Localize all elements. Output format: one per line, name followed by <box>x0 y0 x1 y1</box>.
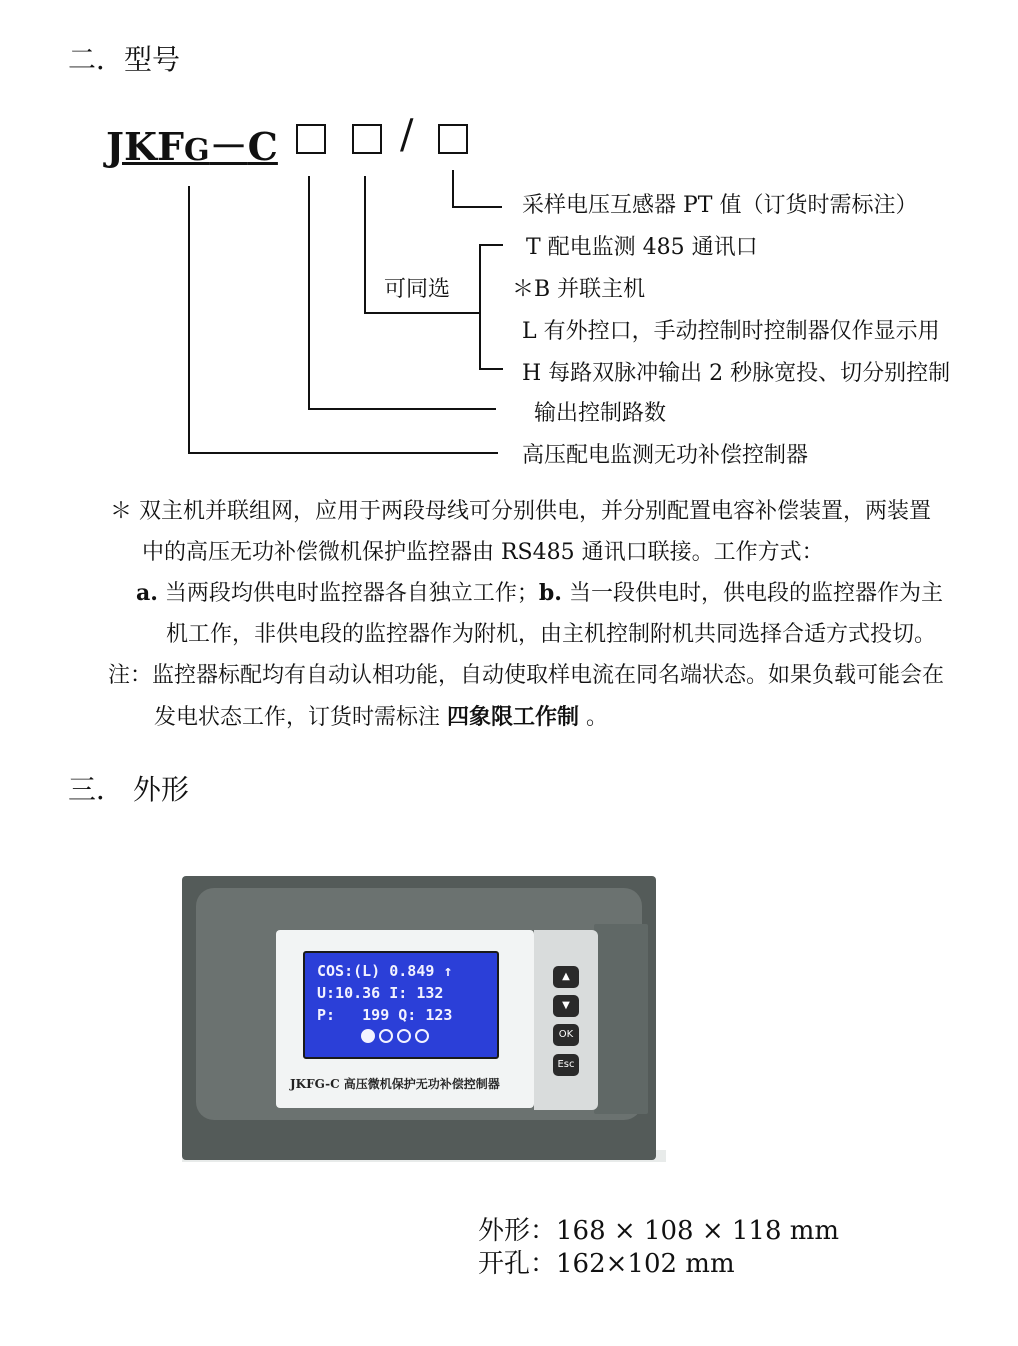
model-code-main: JKF <box>106 124 184 169</box>
lcd-page-dot-2 <box>379 1029 393 1043</box>
note-label: 注： <box>108 663 153 688</box>
option-box-3 <box>438 124 468 154</box>
key-up: ▲ <box>553 966 579 988</box>
note-mode-line <box>136 576 943 607</box>
note-paragraph-1 <box>110 494 931 525</box>
mode-b-label: b. <box>538 580 562 606</box>
note-line1: 监控器标配均有自动认相功能，自动使取样电流在同名端状态。如果负载可能会在 <box>152 663 945 688</box>
item-t-option: T 配电监测 485 通讯口 <box>526 235 758 260</box>
mode-b-text: 当一段供电时，供电段的监控器作为主 <box>561 581 943 606</box>
item-h-option: H 每路双脉冲输出 2 秒脉宽投、切分别控制 <box>522 361 951 386</box>
note-line2 <box>154 700 608 731</box>
section-title-appearance: 三． 外形 <box>68 773 189 806</box>
star-mark: ＊ <box>110 499 133 524</box>
note-line2-text: 发电状态工作，订货时需标注 <box>154 705 447 730</box>
model-code-dash: － <box>209 124 248 169</box>
note-p1-line1: 双主机并联组网，应用于两段母线可分别供电，并分别配置电容补偿装置，两装置 <box>139 499 932 524</box>
key-esc: Esc <box>553 1054 579 1076</box>
device-side-flap <box>594 924 648 1114</box>
key-ok: OK <box>553 1024 579 1046</box>
device-keypad <box>534 930 598 1110</box>
lcd-page-dot-1 <box>361 1029 375 1043</box>
lcd-page-dot-3 <box>397 1029 411 1043</box>
key-down: ▼ <box>553 995 579 1017</box>
dimension-size: 外形：168 × 108 × 118 mm <box>478 1216 840 1246</box>
mode-a-text: 当两段均供电时监控器各自独立工作； <box>157 581 539 606</box>
note-line2-end: 。 <box>579 705 609 730</box>
item-pt-value: 采样电压互感器 PT 值（订货时需标注） <box>522 193 918 218</box>
lcd-line-pq: P: 199 Q: 123 <box>317 1006 453 1024</box>
lcd-line-ui: U:10.36 I: 132 <box>317 984 444 1002</box>
item-output-channels: 输出控制路数 <box>534 401 667 426</box>
item-l-option: L 有外控口，手动控制时控制器仅作显示用 <box>522 319 940 344</box>
model-code <box>106 116 278 171</box>
note-label-line <box>108 658 944 689</box>
option-box-2 <box>352 124 382 154</box>
model-code-suffix: C <box>247 124 278 169</box>
item-controller-name: 高压配电监测无功补偿控制器 <box>522 443 809 468</box>
item-b-option: ＊B 并联主机 <box>512 277 646 302</box>
section-title-model: 二．型号 <box>68 43 181 76</box>
note-p1-line2: 中的高压无功补偿微机保护监控器由 RS485 通讯口联接。工作方式： <box>142 540 824 565</box>
note-p2-line2: 机工作，非供电段的监控器作为附机，由主机控制附机共同选择合适方式投切。 <box>166 622 937 647</box>
model-code-sub: G <box>184 133 210 168</box>
optional-label: 可同选 <box>384 277 451 302</box>
dimension-cutout: 开孔：162×102 mm <box>478 1249 735 1279</box>
option-box-1 <box>296 124 326 154</box>
slash: / <box>400 112 414 158</box>
lcd-line-cos: COS:(L) 0.849 ↑ <box>317 962 453 980</box>
four-quadrant-label: 四象限工作制 <box>447 704 580 730</box>
lcd-page-dot-4 <box>415 1029 429 1043</box>
device-label: JKFG-C 高压微机保护无功补偿控制器 <box>290 1077 500 1091</box>
device-lcd <box>303 951 499 1059</box>
mode-a-label: a. <box>136 580 158 606</box>
